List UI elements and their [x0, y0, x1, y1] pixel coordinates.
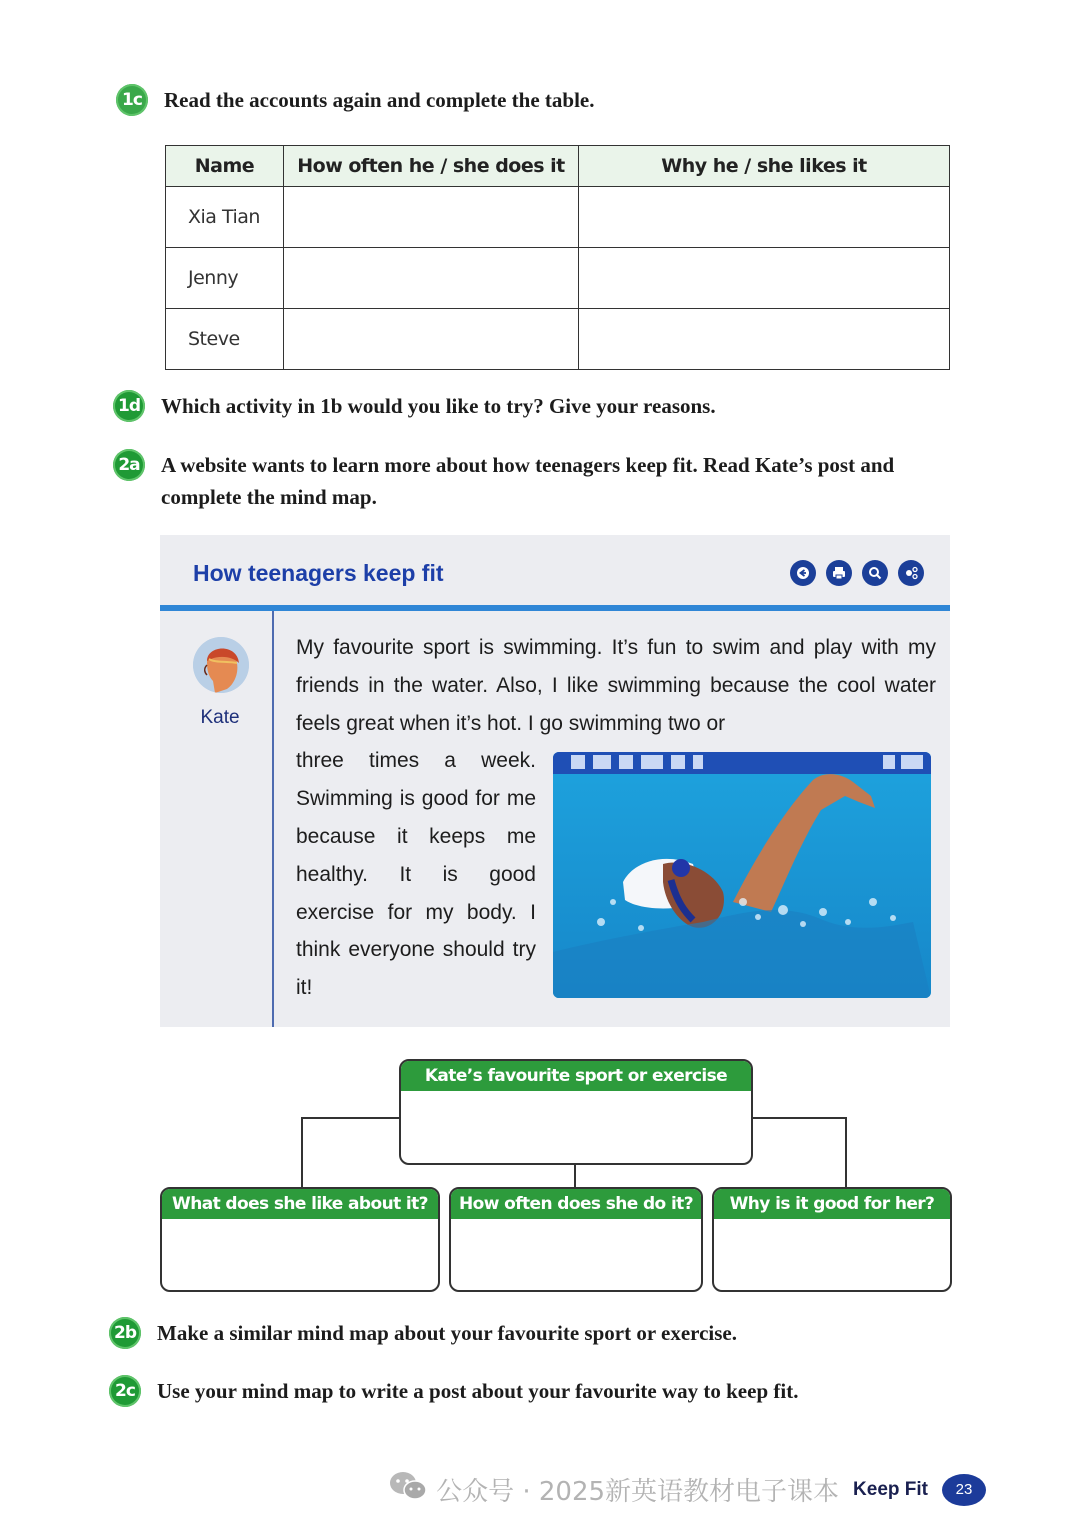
reply-icon[interactable] [790, 560, 816, 586]
mind-map-center-label: Kate’s favourite sport or exercise [401, 1061, 751, 1091]
unit-title: Keep Fit [853, 1478, 928, 1500]
row-name: Jenny [166, 248, 284, 309]
answer-cell-how-often[interactable] [284, 248, 579, 309]
website-header [160, 535, 950, 605]
exercise-2b [109, 1317, 737, 1349]
row-name: Steve [166, 309, 284, 370]
connector-line [750, 1117, 846, 1119]
answer-cell-how-often[interactable] [284, 187, 579, 248]
connector-line [301, 1117, 303, 1189]
watermark [388, 1470, 839, 1509]
mind-map-branch-label: How often does she do it? [451, 1189, 701, 1219]
exercise-badge-2a: 2a [113, 449, 145, 481]
share-settings-icon[interactable] [898, 560, 924, 586]
mind-map-branch-box[interactable] [712, 1187, 952, 1292]
exercise-2c-instruction: Use your mind map to write a post about your favourite way to keep fit. [157, 1379, 799, 1403]
exercise-badge-1d: 1d [113, 390, 145, 422]
page-number: 23 [942, 1474, 986, 1506]
avatar [193, 637, 249, 693]
post-divider [272, 611, 274, 1027]
mind-map-branch-label: What does she like about it? [162, 1189, 438, 1219]
header-why: Why he / she likes it [579, 146, 950, 187]
exercise-1d-instruction: Which activity in 1b would you like to try? Give your reasons. [161, 394, 716, 418]
exercise-badge-2c: 2c [109, 1375, 141, 1407]
exercise-2b-instruction: Make a similar mind map about your favourite sport or exercise. [157, 1321, 737, 1345]
answer-cell-why[interactable] [579, 309, 950, 370]
exercise-1c [116, 84, 594, 116]
exercise-badge-1c: 1c [116, 84, 148, 116]
print-icon[interactable] [826, 560, 852, 586]
exercise-2c [109, 1375, 798, 1407]
exercise-1c-instruction: Read the accounts again and complete the table. [164, 88, 595, 112]
post-text-intro: My favourite sport is swimming. It’s fun to swim and play with my friends in the water. Also, I like swimming because the cool water feels great when it’s hot. I go swimming two or [296, 636, 936, 735]
website-toolbar [790, 560, 924, 586]
exercise-1d [113, 390, 716, 422]
mind-map-branch-box[interactable] [449, 1187, 703, 1292]
website-title: How teenagers keep fit [193, 560, 444, 586]
row-name: Xia Tian [166, 187, 284, 248]
exercise-2a [113, 449, 963, 513]
wechat-icon [388, 1470, 428, 1509]
table-row [166, 187, 950, 248]
answer-cell-why[interactable] [579, 187, 950, 248]
mind-map-center-box[interactable] [399, 1059, 753, 1165]
table-row [166, 248, 950, 309]
post-text-continued: three times a week. Swimming is good for me because it keeps me healthy. It is good exercise for my body. I think everyone should try it! [296, 749, 536, 1000]
table-row [166, 309, 950, 370]
exercise-badge-2b: 2b [109, 1317, 141, 1349]
accounts-table [165, 145, 950, 370]
mind-map-branch-label: Why is it good for her? [714, 1189, 950, 1219]
header-how-often: How often he / she does it [284, 146, 579, 187]
answer-cell-why[interactable] [579, 248, 950, 309]
connector-line [302, 1117, 400, 1119]
website-header-bar [160, 605, 950, 611]
post-author: Kate [200, 707, 240, 728]
search-icon[interactable] [862, 560, 888, 586]
exercise-2a-instruction: A website wants to learn more about how teenagers keep fit. Read Kate’s post and complete the mind map. [161, 453, 895, 509]
connector-line [845, 1117, 847, 1189]
table-header-row [166, 146, 950, 187]
watermark-text: 公众号 · 2025新英语教材电子课本 [436, 1477, 840, 1507]
connector-line [574, 1161, 576, 1189]
website-panel [160, 535, 950, 1027]
header-name: Name [166, 146, 284, 187]
swimmer-photo [553, 752, 931, 998]
answer-cell-how-often[interactable] [284, 309, 579, 370]
page-footer [388, 1470, 986, 1509]
mind-map-branch-box[interactable] [160, 1187, 440, 1292]
